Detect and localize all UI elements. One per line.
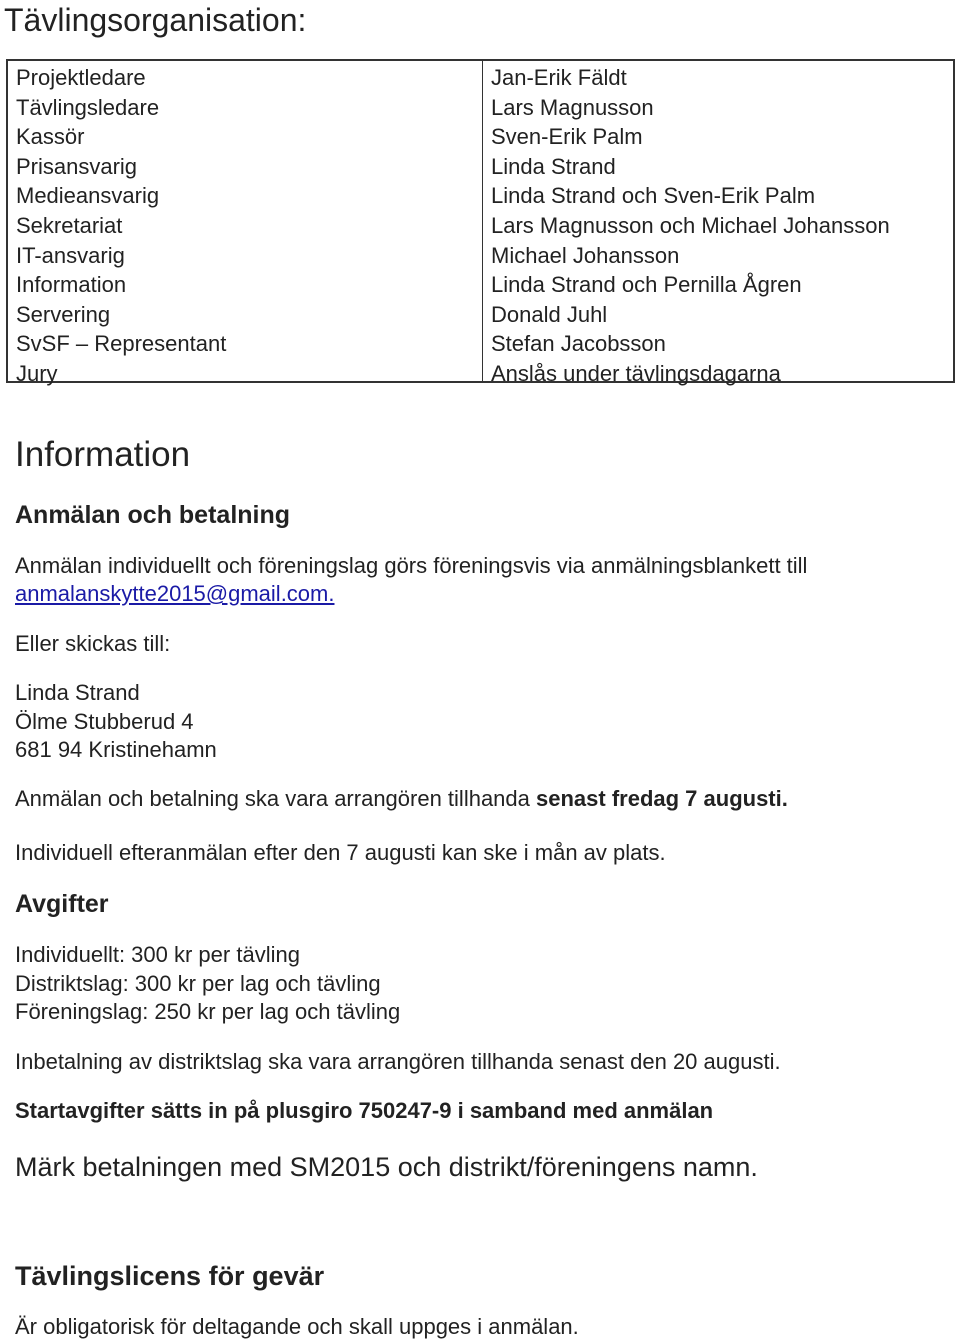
org-role: IT-ansvarig bbox=[16, 242, 125, 268]
fees-heading: Avgifter bbox=[15, 890, 109, 918]
deadline-prefix: Anmälan och betalning ska vara arrangören tillhanda bbox=[15, 786, 536, 811]
org-role: Prisansvarig bbox=[16, 153, 138, 179]
registration-text: Anmälan individuellt och föreningslag görs föreningsvis via anmälningsblankett till bbox=[15, 553, 808, 578]
org-role: Jury bbox=[16, 360, 58, 386]
org-person: Linda Strand bbox=[491, 153, 616, 179]
org-role: Projektledare bbox=[16, 65, 146, 90]
address-line: Linda Strand bbox=[15, 680, 140, 705]
org-person: Lars Magnusson och Michael Johansson bbox=[491, 212, 890, 238]
org-person: Michael Johansson bbox=[491, 242, 680, 268]
deadline-date: senast fredag 7 augusti. bbox=[536, 786, 788, 811]
fee-item: Individuellt: 300 kr per tävling bbox=[15, 942, 300, 967]
org-role: Servering bbox=[16, 301, 111, 327]
org-role: SvSF – Representant bbox=[16, 331, 227, 357]
fee-item: Föreningslag: 250 kr per lag och tävling bbox=[15, 999, 401, 1024]
license-heading: Tävlingslicens för gevär bbox=[15, 1261, 325, 1291]
org-role: Sekretariat bbox=[16, 212, 123, 238]
org-person: Linda Strand och Sven-Erik Palm bbox=[491, 183, 816, 209]
org-person: Linda Strand och Pernilla Ågren bbox=[491, 272, 802, 298]
org-person: Jan-Erik Fäldt bbox=[491, 65, 627, 90]
name-column bbox=[491, 63, 890, 389]
registration-email-link[interactable]: anmalanskytte2015@gmail.com. bbox=[15, 581, 335, 606]
org-person: Sven-Erik Palm bbox=[491, 124, 643, 150]
org-person: Donald Juhl bbox=[491, 301, 608, 327]
org-person: Stefan Jacobsson bbox=[491, 331, 666, 357]
page-title: Tävlingsorganisation: bbox=[4, 2, 307, 38]
send-to-text: Eller skickas till: bbox=[15, 631, 171, 656]
payment-marking-text: Märk betalningen med SM2015 och distrikt/föreningens namn. bbox=[15, 1152, 758, 1182]
org-role: Information bbox=[16, 272, 127, 298]
table-divider bbox=[482, 61, 483, 381]
org-person: Anslås under tävlingsdagarna bbox=[491, 360, 781, 386]
registration-heading: Anmälan och betalning bbox=[15, 501, 291, 529]
postal-address bbox=[15, 679, 217, 765]
fees-list bbox=[15, 941, 400, 1027]
deadline-text bbox=[15, 785, 788, 813]
address-line: Ölme Stubberud 4 bbox=[15, 708, 194, 734]
late-registration-text: Individuell efteranmälan efter den 7 augusti kan ske i mån av plats. bbox=[15, 840, 666, 865]
org-role: Kassör bbox=[16, 124, 85, 150]
org-person: Lars Magnusson bbox=[491, 94, 654, 120]
district-payment-text: Inbetalning av distriktslag ska vara arrangören tillhanda senast den 20 augusti. bbox=[15, 1049, 781, 1074]
fee-item: Distriktslag: 300 kr per lag och tävling bbox=[15, 970, 381, 996]
information-heading: Information bbox=[15, 435, 191, 474]
role-column bbox=[16, 63, 226, 389]
org-role: Tävlingsledare bbox=[16, 94, 160, 120]
plusgiro-text: Startavgifter sätts in på plusgiro 750247-9 i samband med anmälan bbox=[15, 1098, 714, 1123]
address-line: 681 94 Kristinehamn bbox=[15, 737, 217, 762]
organisation-table bbox=[6, 59, 955, 386]
license-text: Är obligatorisk för deltagande och skall uppges i anmälan. bbox=[15, 1314, 579, 1339]
org-role: Medieansvarig bbox=[16, 183, 160, 209]
